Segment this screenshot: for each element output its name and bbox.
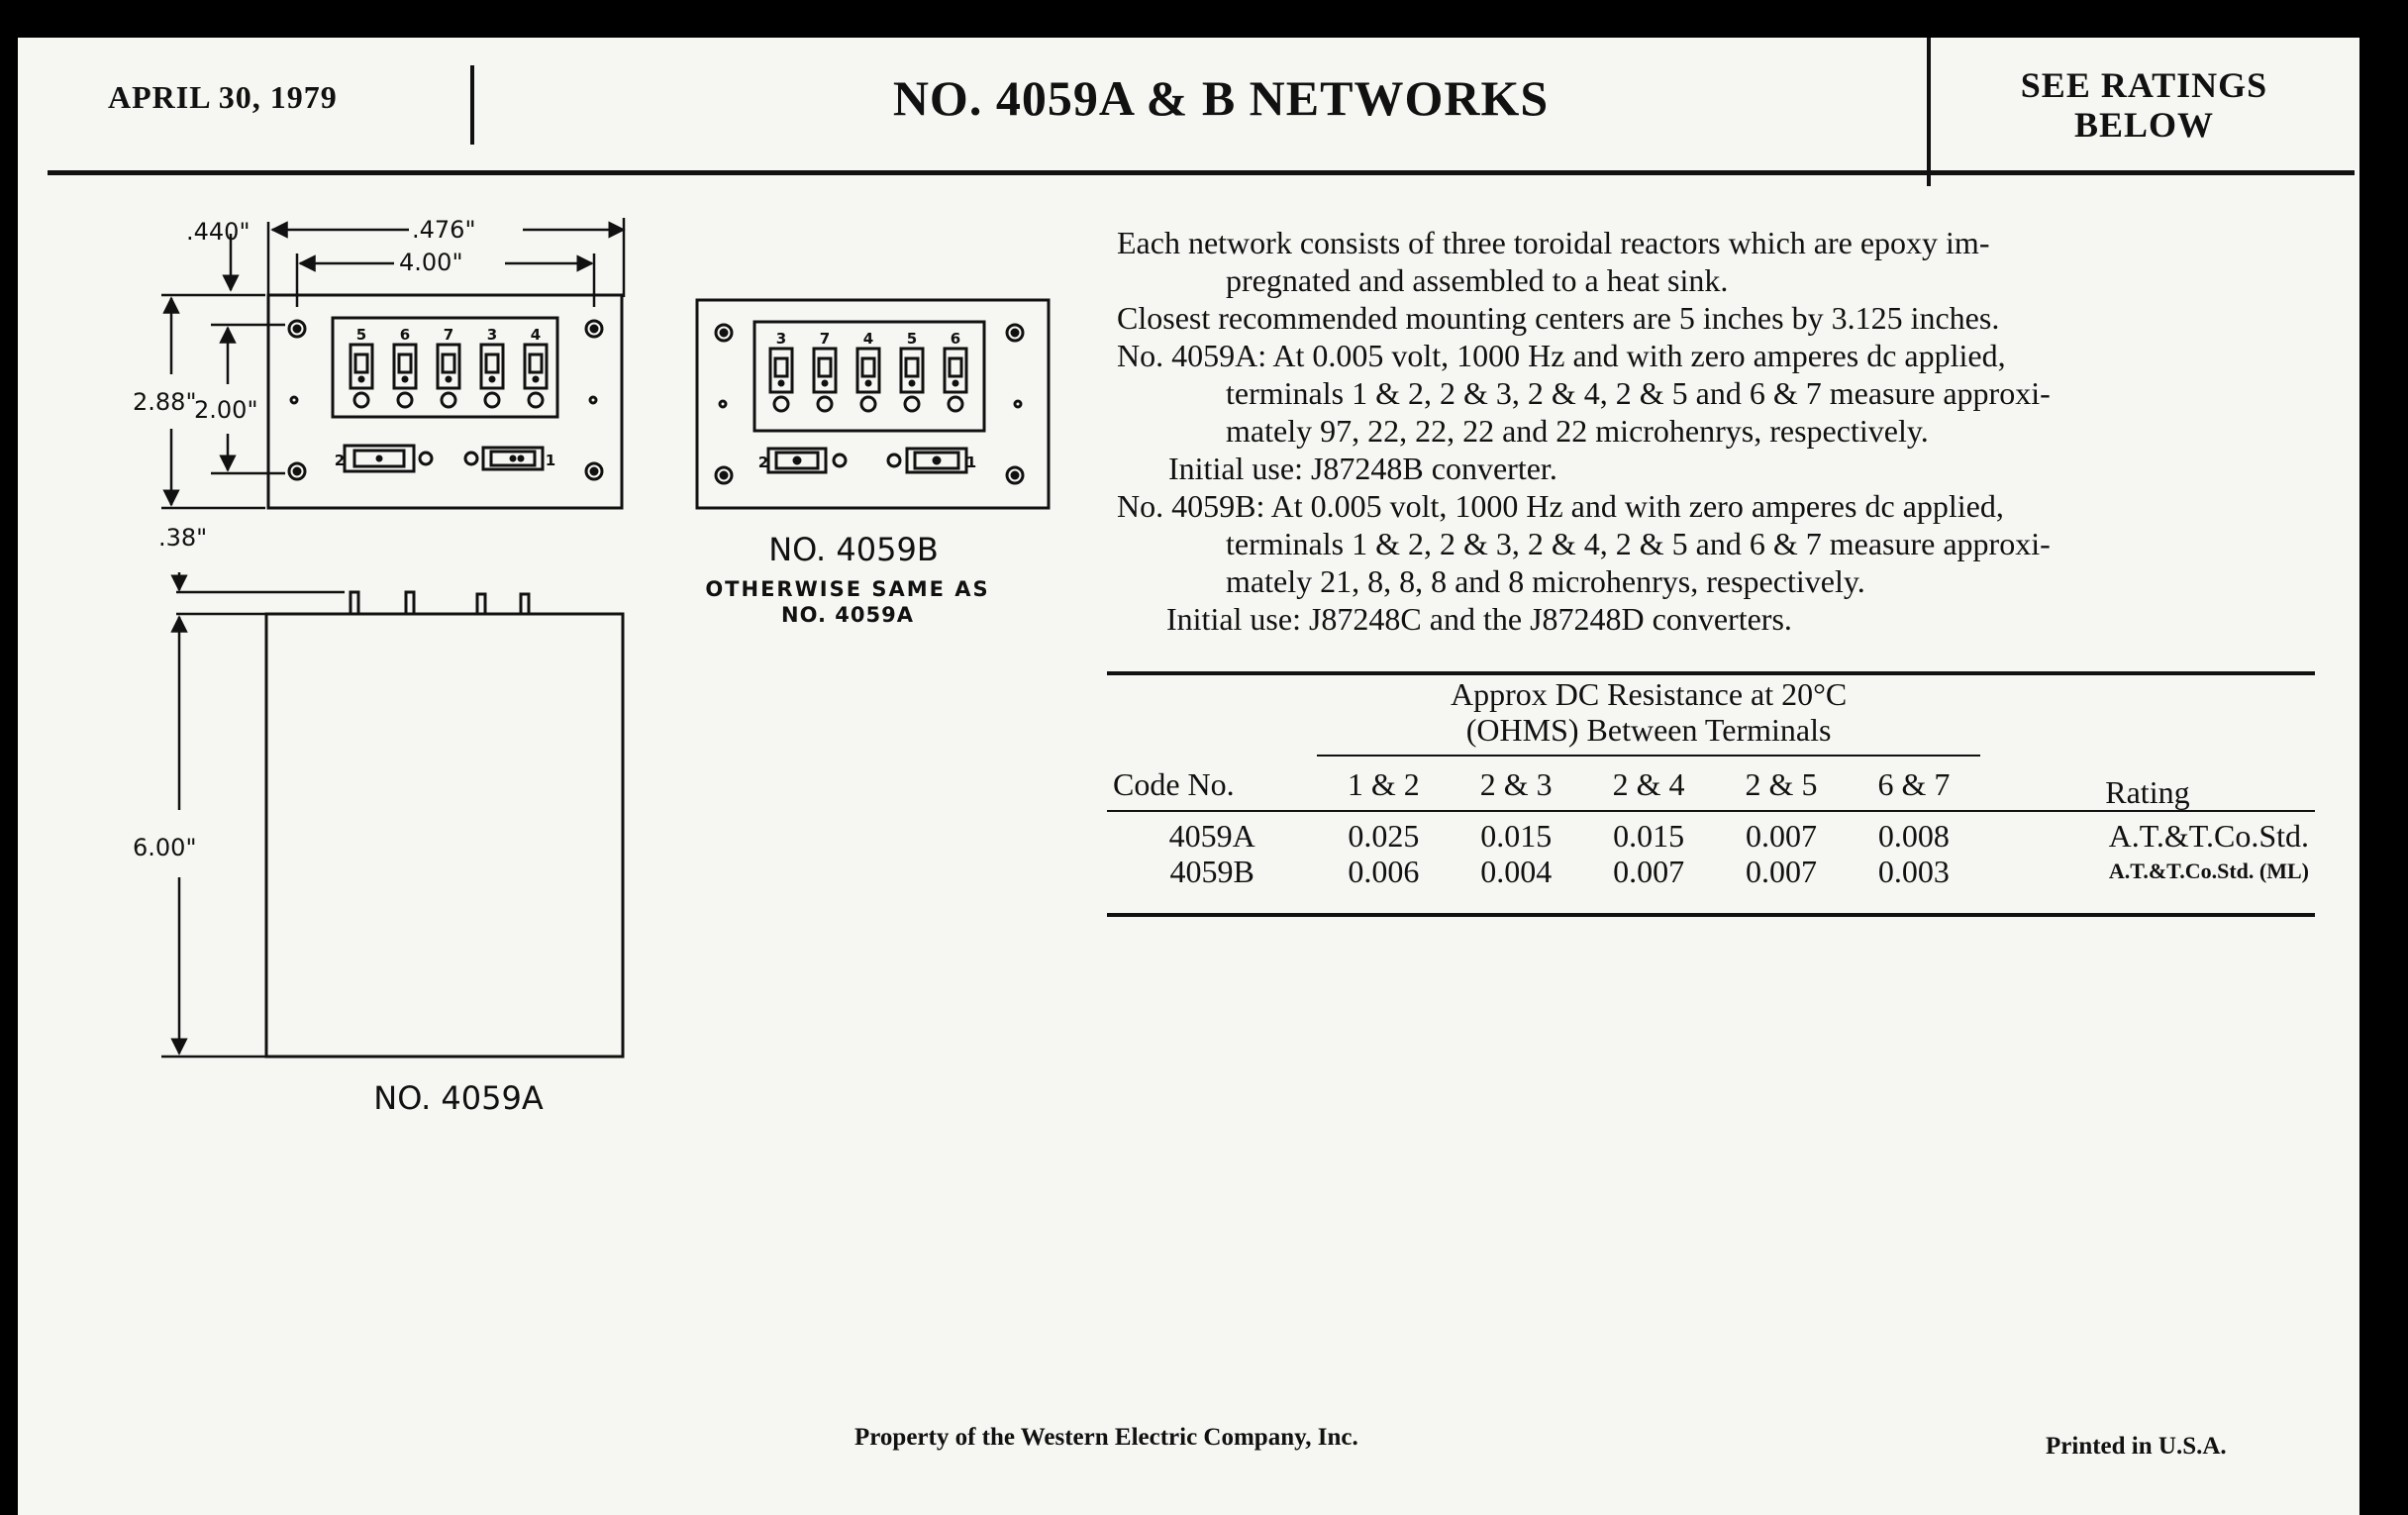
desc-4059a-line2: terminals 1 & 2, 2 & 3, 2 & 4, 2 & 5 and 6 & 7 measure approxi- [1226,375,2051,411]
cell-code: 4059B [1169,854,1254,889]
cell-value: 0.006 [1348,854,1420,889]
table-row [1107,854,2315,889]
dim-288-label: 2.88" [133,388,197,416]
table-group-title-line1: Approx DC Resistance at 20°C [1450,676,1848,712]
desc-4059a-use: Initial use: J87248B converter. [1168,451,1557,486]
desc-4059b-line2: terminals 1 & 2, 2 & 3, 2 & 4, 2 & 5 and 6 & 7 measure approxi- [1226,526,2051,561]
cell-value: 0.007 [1745,854,1817,889]
dim-476-label: .476" [412,216,476,244]
cell-code: 4059A [1168,818,1255,854]
col-header-1-2: 1 & 2 [1347,766,1420,802]
col-header-6-7: 6 & 7 [1877,766,1951,802]
ratings-note-line1: SEE RATINGS [2020,65,2268,105]
terminal-label-b-1: 3 [775,330,787,348]
cell-rating: A.T.&T.Co.Std. (ML) [2108,858,2309,883]
terminal-label-b-1-side: 1 [965,454,977,471]
terminals-4059b [768,349,966,472]
terminal-label-b-3: 4 [862,330,874,348]
table-group-header-row2 [1107,712,2315,756]
terminals-4059a [345,345,547,471]
terminal-label-a-2-side: 2 [334,452,346,469]
col-header-code: Code No. [1113,766,1235,802]
cell-value: 0.015 [1613,818,1685,854]
label-4059a: NO. 4059A [373,1079,544,1117]
table-row [1107,811,2315,854]
desc-4059b-use: Initial use: J87248C and the J87248D converters. [1166,601,1792,637]
desc-mounting: Closest recommended mounting centers are 5 inches by 3.125 inches. [1117,300,2000,336]
terminal-label-a-3: 7 [443,326,454,344]
spec-sheet [18,38,2359,1515]
table-group-header-row1 [1107,676,2315,712]
dim-600-label: 6.00" [133,834,197,861]
dim-38-label: .38" [158,524,208,552]
description [1117,224,2330,638]
label-4059b-note-line2: NO. 4059A [781,603,914,627]
cell-value: 0.004 [1480,854,1553,889]
network-drawing [18,38,1107,1127]
table-group-title-line2: (OHMS) Between Terminals [1317,712,1979,756]
dim-200-label: 2.00" [194,396,258,424]
terminal-label-a-1-side: 1 [545,452,556,469]
desc-4059b-line3: mately 21, 8, 8, 8 and 8 microhenrys, respectively. [1226,563,1865,599]
cell-value: 0.003 [1877,854,1950,889]
resistance-table [1107,676,2315,889]
terminal-label-a-2: 6 [399,326,411,344]
table-top-rule [1107,671,2315,675]
terminal-pins-side-view [351,592,529,614]
terminal-label-b-4: 5 [906,330,918,348]
col-header-2-4: 2 & 4 [1612,766,1685,802]
ratings-note-line2: BELOW [2073,105,2215,145]
desc-4059b-line1: No. 4059B: At 0.005 volt, 1000 Hz and with zero amperes dc applied, [1117,488,2004,524]
terminal-label-a-5: 4 [530,326,542,344]
col-header-2-5: 2 & 5 [1745,766,1818,802]
desc-4059a-line3: mately 97, 22, 22, 22 and 22 microhenrys, respectively. [1226,413,1929,449]
header-divider-right [1927,38,1931,186]
desc-construction-line2: pregnated and assembled to a heat sink. [1226,262,1729,298]
cell-rating: A.T.&T.Co.Std. [2108,818,2309,854]
col-header-rating: Rating [2105,774,2190,810]
table-header-row [1107,756,2315,811]
cell-value: 0.007 [1613,854,1685,889]
desc-construction-line1: Each network consists of three toroidal reactors which are epoxy im- [1117,225,1990,260]
dim-440-label: .440" [186,218,251,246]
terminal-label-a-1: 5 [355,326,367,344]
table-bottom-rule [1107,913,2315,917]
cell-value: 0.025 [1348,818,1420,854]
terminal-label-a-4: 3 [486,326,498,344]
issue-date: APRIL 30, 1979 [108,79,338,115]
terminal-label-b-2-side: 2 [757,454,769,471]
terminal-label-b-2: 7 [819,330,831,348]
terminal-label-b-5: 6 [950,330,961,348]
cell-value: 0.015 [1480,818,1553,854]
property-notice: Property of the Western Electric Company, Inc. [854,1424,1358,1451]
cell-value: 0.007 [1745,818,1817,854]
col-header-2-3: 2 & 3 [1479,766,1553,802]
cell-value: 0.008 [1877,818,1950,854]
ratings-note [1934,65,2355,145]
label-4059b-note-line1: OTHERWISE SAME AS [705,577,990,601]
page-title: NO. 4059A & B NETWORKS [892,70,1550,126]
desc-4059a-line1: No. 4059A: At 0.005 volt, 1000 Hz and with zero amperes dc applied, [1117,338,2006,373]
side-view-4059a [266,614,623,1057]
printed-in-notice: Printed in U.S.A. [2046,1433,2227,1460]
label-4059b: NO. 4059B [768,531,939,568]
dim-400-label: 4.00" [399,249,463,276]
